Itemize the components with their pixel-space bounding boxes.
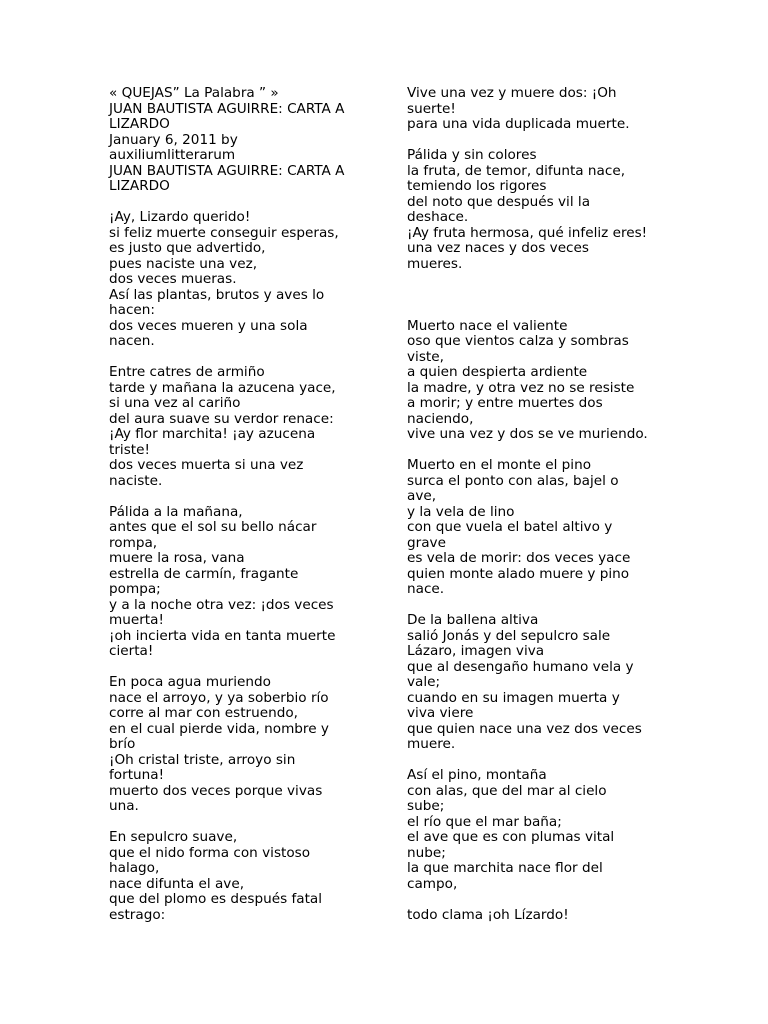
text-line: ¡Ay fruta hermosa, qué infeliz eres! xyxy=(407,224,648,241)
text-line: Pálida y sin colores xyxy=(407,147,537,163)
text-line: temiendo los rigores xyxy=(407,178,547,194)
text-line: naciendo, xyxy=(407,410,474,427)
text-line: Lázaro, imagen viva xyxy=(407,643,545,659)
text-line: LIZARDO xyxy=(109,116,170,132)
text-line: Pálida a la mañana, xyxy=(109,503,243,520)
text-line: deshace. xyxy=(407,209,469,225)
text-line: es vela de morir: dos veces yace xyxy=(407,550,631,566)
text-line: Entre catres de armiño xyxy=(109,364,265,380)
text-line: sube; xyxy=(407,798,445,814)
text-line: pompa; xyxy=(109,581,161,597)
text-line: dos veces muerta si una vez xyxy=(109,457,304,473)
text-line: estrago: xyxy=(109,906,166,923)
text-line: LIZARDO xyxy=(109,178,170,194)
text-line: campo, xyxy=(407,875,458,892)
text-line: nace el arroyo, y ya soberbio río xyxy=(109,689,329,706)
text-line: si feliz muerte conseguir esperas, xyxy=(109,224,339,241)
text-line: ¡Ay flor marchita! ¡ay azucena xyxy=(109,426,316,442)
blank-line xyxy=(109,815,371,831)
text-line: a quien despierta ardiente xyxy=(407,364,588,380)
text-line: con que vuela el batel altivo y xyxy=(407,519,613,535)
text-line: vale; xyxy=(407,674,441,690)
blank-line xyxy=(407,133,669,149)
text-line: nube; xyxy=(407,844,446,861)
text-line: que del plomo es después fatal xyxy=(109,891,323,907)
text-line: la fruta, de temor, difunta nace, xyxy=(407,162,626,179)
text-line: muere. xyxy=(407,736,456,752)
text-line: « QUEJAS” La Palabra ” » xyxy=(109,85,279,101)
text-line: naciste. xyxy=(109,472,163,489)
text-line: nace difunta el ave, xyxy=(109,875,245,892)
text-line: hacen: xyxy=(109,302,155,318)
text-line: con alas, que del mar al cielo xyxy=(407,782,607,799)
text-line: una. xyxy=(109,798,139,814)
text-line: Muerto en el monte el pino xyxy=(407,457,592,473)
text-line: que quien nace una vez dos veces xyxy=(407,720,642,737)
text-line: ¡Ay, Lizardo querido! xyxy=(109,209,251,225)
text-line: es justo que advertido, xyxy=(109,240,266,256)
text-line: salió Jonás y del sepulcro sale xyxy=(407,627,611,644)
text-line: Así el pino, montaña xyxy=(407,767,547,783)
text-line: dos veces mueras. xyxy=(109,271,237,287)
text-line: triste! xyxy=(109,441,150,458)
text-line: ¡oh incierta vida en tanta muerte xyxy=(109,627,336,644)
text-line: antes que el sol su bello nácar xyxy=(109,519,317,535)
text-line: para una vida duplicada muerte. xyxy=(407,116,630,132)
text-line: nacen. xyxy=(109,333,155,349)
blank-line xyxy=(407,892,669,908)
text-line: Muerto nace el valiente xyxy=(407,317,568,334)
text-line: grave xyxy=(407,534,446,551)
text-line: viste, xyxy=(407,348,444,365)
text-line: ¡Oh cristal triste, arroyo sin xyxy=(109,751,296,768)
text-line: la que marchita nace flor del xyxy=(407,860,603,876)
blank-line xyxy=(407,753,669,769)
text-line: Así las plantas, brutos y aves lo xyxy=(109,286,325,303)
text-line: tarde y mañana la azucena yace, xyxy=(109,379,336,396)
blank-line xyxy=(407,288,669,304)
blank-line xyxy=(109,489,371,505)
text-line: surca el ponto con alas, bajel o xyxy=(407,472,619,489)
text-line: En sepulcro suave, xyxy=(109,829,238,845)
text-line: estrella de carmín, fragante xyxy=(109,565,299,582)
text-line: quien monte alado muere y pino xyxy=(407,565,630,582)
text-line: pues naciste una vez, xyxy=(109,255,258,272)
text-line: una vez naces y dos veces xyxy=(407,240,589,256)
text-line: cuando en su imagen muerta y xyxy=(407,689,620,706)
text-line: del noto que después vil la xyxy=(407,193,591,210)
text-line: brío xyxy=(109,736,136,752)
text-line: viva viere xyxy=(407,705,474,721)
text-line: y la vela de lino xyxy=(407,503,515,520)
blank-line xyxy=(407,272,669,288)
blank-line xyxy=(407,598,669,614)
text-line: rompa, xyxy=(109,534,158,551)
text-line: en el cual pierde vida, nombre y xyxy=(109,720,329,737)
text-line: vive una vez y dos se ve muriendo. xyxy=(407,426,648,442)
text-line: que el nido forma con vistoso xyxy=(109,844,311,861)
left-text-column xyxy=(109,86,371,923)
blank-line xyxy=(109,660,371,676)
text-line: oso que vientos calza y sombras xyxy=(407,333,629,349)
right-text-column xyxy=(407,86,669,923)
text-line: muerta! xyxy=(109,612,164,628)
text-line: cierta! xyxy=(109,643,154,659)
text-line: auxiliumlitterarum xyxy=(109,147,236,163)
text-line: mueres. xyxy=(407,255,463,272)
text-line: que al desengaño humano vela y xyxy=(407,658,634,675)
text-line: dos veces mueren y una sola xyxy=(109,317,308,334)
text-line: January 6, 2011 by xyxy=(109,131,238,148)
text-line: De la ballena altiva xyxy=(407,612,539,628)
text-line: todo clama ¡oh Lízardo! xyxy=(407,906,569,923)
text-line: corre al mar con estruendo, xyxy=(109,705,298,721)
text-line: el río que el mar baña; xyxy=(407,813,562,830)
blank-line xyxy=(407,443,669,459)
text-line: halago, xyxy=(109,860,160,876)
blank-line xyxy=(109,195,371,211)
text-line: JUAN BAUTISTA AGUIRRE: CARTA A xyxy=(109,100,345,117)
text-line: muerto dos veces porque vivas xyxy=(109,782,323,799)
text-line: si una vez al cariño xyxy=(109,395,241,411)
text-line: En poca agua muriendo xyxy=(109,674,271,690)
text-line: Vive una vez y muere dos: ¡Oh xyxy=(407,85,617,101)
text-line: el ave que es con plumas vital xyxy=(407,829,615,845)
blank-line xyxy=(407,303,669,319)
text-line: a morir; y entre muertes dos xyxy=(407,395,603,411)
text-line: fortuna! xyxy=(109,767,165,783)
text-line: ave, xyxy=(407,488,437,504)
text-line: muere la rosa, vana xyxy=(109,550,245,566)
text-line: nace. xyxy=(407,581,445,597)
text-line: JUAN BAUTISTA AGUIRRE: CARTA A xyxy=(109,162,345,179)
blank-line xyxy=(109,350,371,366)
text-line: y a la noche otra vez: ¡dos veces xyxy=(109,596,334,613)
text-line: suerte! xyxy=(407,100,456,117)
text-line: del aura suave su verdor renace: xyxy=(109,410,334,427)
text-line: la madre, y otra vez no se resiste xyxy=(407,379,635,396)
